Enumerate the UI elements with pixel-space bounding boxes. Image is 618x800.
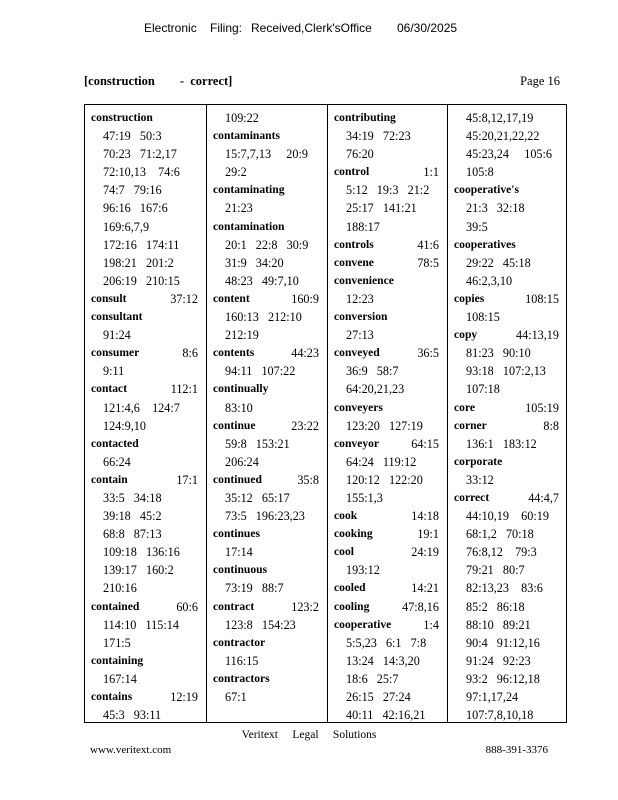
index-first-reference: 19:1 — [417, 527, 439, 542]
index-reference-line: 64:24 119:12 — [346, 454, 417, 469]
index-reference-line: 90:4 91:12,16 — [466, 635, 540, 650]
index-reference-line: 172:16 174:11 — [103, 237, 180, 252]
index-entry — [454, 489, 567, 723]
index-term: conveyed — [334, 346, 380, 360]
index-entry — [213, 181, 327, 217]
index-first-reference: 24:19 — [411, 545, 439, 560]
index-term: control — [334, 165, 370, 179]
index-reference-line: 198:21 201:2 — [103, 255, 174, 270]
index-term: contractors — [213, 671, 270, 685]
index-first-reference: 160:9 — [291, 291, 319, 306]
index-entry — [91, 652, 206, 688]
index-reference-line: 171:5 — [103, 635, 131, 650]
filing-received: Received,Clerk'sOffice — [251, 21, 372, 35]
index-term: contain — [91, 472, 128, 486]
index-reference-line: 167:14 — [103, 671, 137, 686]
index-term: contamination — [213, 219, 285, 233]
index-reference-line: 120:12 122:20 — [346, 472, 423, 487]
index-reference-line: 73:5 196:23,23 — [225, 509, 305, 524]
index-reference-line: 40:11 42:16,21 — [346, 708, 426, 723]
index-reference-line: 82:13,23 83:6 — [466, 581, 543, 596]
index-first-reference: 8:6 — [182, 346, 198, 361]
index-term: cooling — [334, 599, 370, 613]
index-entry — [454, 399, 567, 417]
index-reference-line: 88:10 89:21 — [466, 617, 531, 632]
index-reference-line: 18:6 25:7 — [346, 671, 399, 686]
index-term: contributing — [334, 111, 396, 124]
index-first-reference: 41:6 — [417, 237, 439, 252]
index-term: correct — [454, 490, 490, 504]
index-entry — [454, 453, 567, 489]
index-reference-line: 108:15 — [466, 310, 500, 325]
page-header — [84, 74, 568, 92]
index-reference-line: 39:18 45:2 — [103, 509, 162, 524]
index-entry — [213, 290, 327, 344]
footer-website: www.veritext.com — [90, 744, 172, 756]
index-reference-line: 210:16 — [103, 581, 137, 596]
index-term: cook — [334, 509, 358, 523]
index-entry — [213, 344, 327, 380]
index-term: continually — [213, 382, 269, 396]
index-first-reference: 36:5 — [417, 346, 439, 361]
index-reference-line: 96:16 167:6 — [103, 201, 168, 216]
index-reference-line: 85:2 86:18 — [466, 599, 525, 614]
index-reference-line: 97:1,17,24 — [466, 690, 519, 704]
index-reference-line: 169:6,7,9 — [103, 219, 150, 234]
index-reference-line: 193:12 — [346, 563, 380, 578]
index-first-reference: 12:19 — [170, 690, 198, 704]
index-reference-line: 76:8,12 79:3 — [466, 545, 537, 560]
index-entry — [334, 272, 447, 308]
index-term: cooperative's — [454, 183, 520, 197]
index-term: continues — [213, 527, 261, 541]
index-reference-line: 66:24 — [103, 454, 131, 469]
index-first-reference: 23:22 — [291, 418, 319, 433]
index-term: cooled — [334, 581, 366, 595]
index-term: contained — [91, 599, 140, 613]
index-reference-line: 116:15 — [225, 653, 259, 668]
index-reference-line: 47:19 50:3 — [103, 129, 162, 144]
index-reference-line: 27:13 — [346, 328, 374, 343]
index-entry — [213, 127, 327, 181]
index-term: contaminating — [213, 183, 285, 197]
index-reference-line: 12:23 — [346, 291, 374, 306]
index-entry — [91, 380, 206, 434]
index-term: conversion — [334, 310, 388, 324]
index-term: cool — [334, 545, 354, 559]
index-entry — [334, 236, 447, 254]
filing-electronic: Electronic — [144, 21, 197, 35]
index-entry — [334, 616, 447, 723]
index-entry — [334, 254, 447, 272]
index-reference-line: 73:19 88:7 — [225, 581, 284, 596]
index-reference-line: 21:23 — [225, 201, 253, 216]
index-reference-line: 20:1 22:8 30:9 — [225, 237, 309, 252]
index-term: continuous — [213, 563, 268, 577]
index-entry — [213, 471, 327, 525]
index-reference-line: 114:10 115:14 — [103, 617, 179, 632]
index-reference-line: 105:8 — [466, 165, 494, 180]
index-reference-line: 25:17 141:21 — [346, 201, 417, 216]
index-first-reference: 1:4 — [423, 617, 439, 632]
index-entry — [91, 471, 206, 598]
index-reference-line: 46:2,3,10 — [466, 273, 513, 288]
index-reference-line: 59:8 153:21 — [225, 436, 290, 451]
index-entry — [334, 435, 447, 507]
index-first-reference: 14:18 — [411, 509, 439, 524]
index-entry — [213, 525, 327, 561]
index-term: contaminants — [213, 129, 280, 143]
index-entry — [334, 109, 447, 163]
index-reference-line: 13:24 14:3,20 — [346, 653, 420, 668]
index-reference-line: 9:11 — [103, 364, 125, 379]
index-entry — [91, 435, 206, 471]
index-reference-line: 155:1,3 — [346, 490, 383, 505]
index-first-reference: 1:1 — [423, 165, 439, 180]
index-entry — [213, 417, 327, 471]
index-first-reference: 44:23 — [291, 346, 319, 361]
index-reference-line: 17:14 — [225, 545, 253, 560]
index-entry — [334, 507, 447, 525]
index-term: cooperatives — [454, 237, 516, 251]
index-reference-line: 76:20 — [346, 147, 374, 162]
index-reference-line: 123:8 154:23 — [225, 617, 296, 632]
page-number: Page 16 — [520, 74, 560, 88]
index-reference-line: 44:10,19 60:19 — [466, 509, 549, 524]
index-entry — [454, 109, 567, 181]
index-reference-line: 31:9 34:20 — [225, 255, 284, 270]
index-term: controls — [334, 237, 374, 251]
index-first-reference: 47:8,16 — [402, 599, 439, 614]
index-entry — [91, 308, 206, 344]
index-first-reference: 123:2 — [291, 599, 319, 614]
index-reference-line: 93:18 107:2,13 — [466, 364, 546, 379]
word-index-table — [84, 104, 567, 723]
index-first-reference: 44:13,19 — [516, 328, 559, 343]
index-entry — [334, 163, 447, 235]
index-entry — [91, 344, 206, 380]
index-reference-line: 91:24 — [103, 328, 131, 343]
index-first-reference: 35:8 — [297, 472, 319, 487]
index-reference-line: 160:13 212:10 — [225, 310, 302, 325]
index-reference-line: 48:23 49:7,10 — [225, 273, 299, 288]
index-reference-line: 139:17 160:2 — [103, 563, 174, 578]
index-reference-line: 35:12 65:17 — [225, 490, 290, 505]
index-first-reference: 108:15 — [525, 291, 559, 306]
index-reference-line: 70:23 71:2,17 — [103, 147, 177, 162]
index-column — [447, 105, 567, 722]
index-range: [construction - correct] — [84, 74, 233, 88]
index-first-reference: 44:4,7 — [528, 490, 559, 505]
index-first-reference: 8:8 — [543, 418, 559, 433]
index-term: consultant — [91, 310, 143, 324]
index-entry — [213, 670, 327, 706]
index-entry — [334, 308, 447, 344]
index-column — [85, 105, 206, 722]
index-reference-line: 45:20,21,22,22 — [466, 129, 540, 144]
index-reference-line: 67:1 — [225, 690, 247, 704]
filing-stamp — [0, 21, 618, 37]
index-reference-line: 33:5 34:18 — [103, 490, 162, 505]
index-entry — [334, 579, 447, 597]
index-term: conveyers — [334, 400, 383, 414]
index-term: core — [454, 400, 476, 414]
index-reference-line: 36:9 58:7 — [346, 364, 399, 379]
index-term: contains — [91, 690, 133, 703]
index-first-reference: 78:5 — [417, 255, 439, 270]
index-term: convene — [334, 255, 374, 269]
index-reference-line: 109:18 136:16 — [103, 545, 180, 560]
index-entry — [213, 109, 327, 127]
index-entry — [213, 380, 327, 416]
index-entry — [213, 598, 327, 634]
index-reference-line: 83:10 — [225, 400, 253, 415]
index-entry — [334, 399, 447, 435]
index-term: contacted — [91, 436, 139, 450]
index-entry — [334, 598, 447, 616]
index-reference-line: 39:5 — [466, 219, 488, 234]
index-entry — [91, 109, 206, 290]
index-term: cooperative — [334, 617, 392, 631]
index-reference-line: 68:8 87:13 — [103, 527, 162, 542]
index-first-reference: 17:1 — [176, 472, 198, 487]
index-reference-line: 45:23,24 105:6 — [466, 147, 552, 162]
index-term: cooking — [334, 527, 373, 541]
index-reference-line: 123:20 127:19 — [346, 418, 423, 433]
index-reference-line: 5:12 19:3 21:2 — [346, 183, 430, 198]
index-entry — [334, 543, 447, 579]
index-reference-line: 64:20,21,23 — [346, 382, 405, 397]
index-reference-line: 121:4,6 124:7 — [103, 400, 180, 415]
index-reference-line: 29:22 45:18 — [466, 255, 531, 270]
index-entry — [213, 561, 327, 597]
index-term: consult — [91, 291, 127, 305]
index-reference-line: 81:23 90:10 — [466, 346, 531, 361]
index-reference-line: 91:24 92:23 — [466, 653, 531, 668]
index-column — [206, 105, 327, 722]
index-reference-line: 74:7 79:16 — [103, 183, 162, 198]
index-term: conveyor — [334, 436, 380, 450]
index-term: convenience — [334, 273, 394, 287]
filing-date: 06/30/2025 — [397, 21, 458, 35]
index-reference-line: 45:8,12,17,19 — [466, 111, 534, 125]
index-entry — [334, 344, 447, 398]
index-reference-line: 15:7,7,13 20:9 — [225, 147, 308, 162]
index-reference-line: 136:1 183:12 — [466, 436, 537, 451]
index-entry — [91, 688, 206, 723]
index-term: contract — [213, 599, 255, 613]
index-reference-line: 29:2 — [225, 165, 247, 180]
index-first-reference: 14:21 — [411, 581, 439, 596]
index-term: consumer — [91, 346, 140, 360]
index-reference-line: 5:5,23 6:1 7:8 — [346, 635, 427, 650]
index-entry — [91, 290, 206, 308]
index-entry — [454, 290, 567, 326]
index-reference-line: 21:3 32:18 — [466, 201, 525, 216]
index-reference-line: 34:19 72:23 — [346, 129, 411, 144]
index-term: content — [213, 291, 250, 305]
index-reference-line: 212:19 — [225, 328, 259, 343]
index-reference-line: 107:7,8,10,18 — [466, 708, 534, 723]
index-reference-line: 26:15 27:24 — [346, 690, 411, 704]
index-reference-line: 206:24 — [225, 454, 259, 469]
footer-brand: Veritext Legal Solutions — [241, 729, 377, 741]
index-entry — [334, 525, 447, 543]
index-term: continued — [213, 472, 262, 486]
index-reference-line: 79:21 80:7 — [466, 563, 525, 578]
index-reference-line: 109:22 — [225, 111, 259, 125]
index-reference-line: 68:1,2 70:18 — [466, 527, 534, 542]
index-term: continue — [213, 418, 256, 432]
index-term: corner — [454, 418, 487, 432]
index-entry — [454, 181, 567, 235]
index-reference-line: 33:12 — [466, 472, 494, 487]
index-first-reference: 105:19 — [525, 400, 559, 415]
filing-label: Filing: — [210, 21, 243, 35]
index-term: containing — [91, 653, 144, 667]
index-reference-line: 94:11 107:22 — [225, 364, 296, 379]
index-reference-line: 45:3 93:11 — [103, 708, 162, 723]
index-reference-line: 72:10,13 74:6 — [103, 165, 180, 180]
index-reference-line: 188:17 — [346, 219, 380, 234]
index-term: copies — [454, 291, 485, 305]
index-reference-line: 93:2 96:12,18 — [466, 671, 540, 686]
index-entry — [213, 218, 327, 290]
index-term: copy — [454, 328, 478, 342]
index-reference-line: 206:19 210:15 — [103, 273, 180, 288]
index-first-reference: 60:6 — [176, 599, 198, 614]
index-first-reference: 37:12 — [170, 291, 198, 306]
index-term: contact — [91, 382, 128, 396]
index-term: corporate — [454, 454, 503, 468]
index-term: contents — [213, 346, 255, 360]
index-entry — [91, 598, 206, 652]
footer-phone: 888-391-3376 — [485, 744, 548, 756]
index-entry — [454, 236, 567, 290]
index-first-reference: 112:1 — [170, 382, 198, 397]
index-entry — [454, 417, 567, 453]
index-first-reference: 64:15 — [411, 436, 439, 451]
index-entry — [454, 326, 567, 398]
index-reference-line: 124:9,10 — [103, 418, 146, 433]
index-column — [327, 105, 447, 722]
index-term: contractor — [213, 635, 266, 649]
index-term: construction — [91, 111, 153, 124]
index-reference-line: 107:18 — [466, 382, 500, 397]
index-entry — [213, 634, 327, 670]
